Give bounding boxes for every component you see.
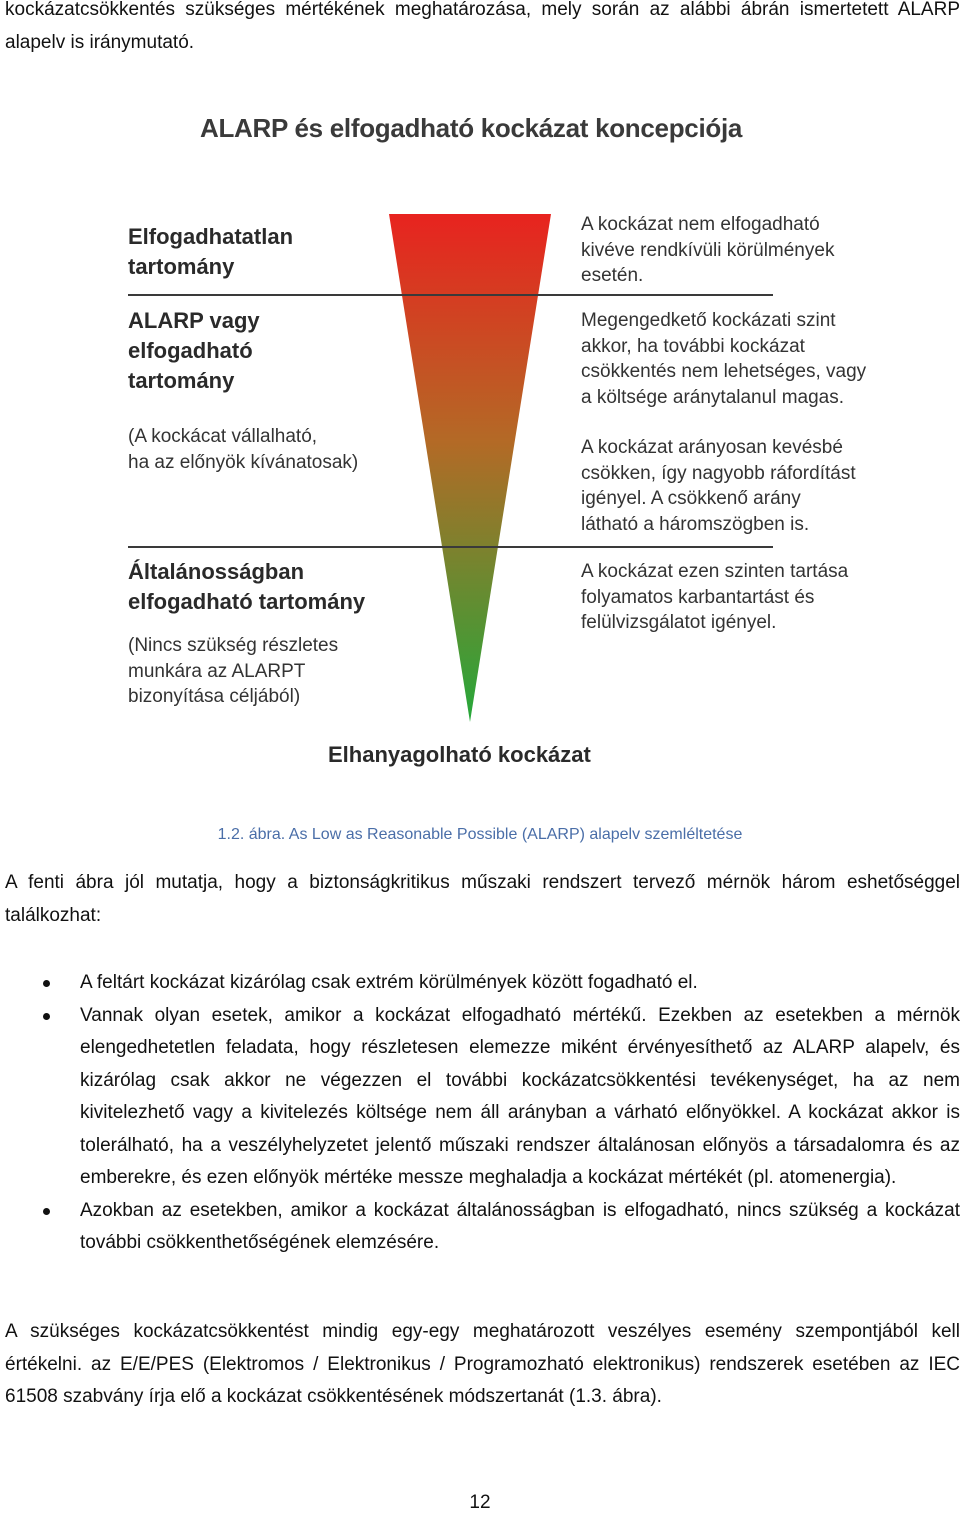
divider-line-upper xyxy=(128,294,773,296)
outcome-list xyxy=(0,967,960,1260)
figure-title: ALARP és elfogadható kockázat koncepciója xyxy=(200,113,743,143)
paragraph-three-outcomes: A fenti ábra jól mutatja, hogy a biztonságkritikus műszaki rendszert tervező mérnök három eshetőséggel találkozhat: xyxy=(5,872,960,926)
figure-caption: 1.2. ábra. As Low as Reasonable Possible (ALARP) alapelv szemléltetése xyxy=(217,826,743,843)
negligible-risk-label: Elhanyagolható kockázat xyxy=(328,742,591,767)
bullet-icon xyxy=(43,980,50,987)
list-item: Azokban az esetekben, amikor a kockázat általánosságban is elfogadható, nincs szükség a kockázat további csökkenthetőségének elemzésére. xyxy=(0,1195,960,1260)
page-number: 12 xyxy=(469,1492,491,1513)
list-item: Vannak olyan esetek, amikor a kockázat elfogadható mértékű. Ezekben az esetekben a mérnök elengedhetetlen feladata, hogy részletesen elemezze miként érvényesíthető az ALARP alapelv, és kizárólag csak akkor ne végezzen el további kockázatcsökkentési tevékenységet, ha az nem kivitelezhető vagy a kivitelezés költsége nem áll arányban a várható előnyökkel. A kockázat akkor is tolerálható, ha a veszélyhelyzetet jelentő műszaki rendszer általánosan előnyös a társadalomra és az emberekre, és ezen előnyök mértéke messze meghaladja a kockázat mértékét (pl. atomenergia). xyxy=(0,1000,960,1195)
divider-line-lower xyxy=(128,546,773,548)
triangle-shape xyxy=(389,214,551,722)
risk-triangle xyxy=(385,212,555,727)
list-item: A feltárt kockázat kizárólag csak extrém körülmények között fogadható el. xyxy=(0,967,960,1000)
intro-paragraph: kockázatcsökkentés szükséges mértékének meghatározása, mely során az alábbi ábrán ismertetett ALARP alapelv is iránymutató. xyxy=(5,0,960,53)
acceptable-region-heading: Általánosságban elfogadható tartomány xyxy=(128,559,366,614)
alarp-region-heading: ALARP vagy elfogadható tartomány xyxy=(128,308,260,393)
unacceptable-description: A kockázat nem elfogadható kivéve rendkívüli körülmények esetén. xyxy=(581,214,835,286)
acceptable-description: A kockázat ezen szinten tartása folyamatos karbantartást és felülvizsgálatot igényel. xyxy=(581,561,849,633)
bullet-icon xyxy=(43,1208,50,1215)
unacceptable-region-heading: Elfogadhatatlan tartomány xyxy=(128,224,294,279)
alarp-description-second: A kockázat arányosan kevésbé csökken, így nagyobb ráfordítást igényel. A csökkenő arány látható a háromszögben is. xyxy=(581,437,856,535)
bullet-icon xyxy=(43,1013,50,1020)
alarp-region-note: (A kockácat vállalható, ha az előnyök kívánatosak) xyxy=(128,426,359,473)
acceptable-region-note: (Nincs szükség részletes munkára az ALARPT bizonyítása céljából) xyxy=(128,635,339,707)
paragraph-iec-61508: A szükséges kockázatcsökkentést mindig egy-egy meghatározott veszélyes esemény szempontjából kell értékelni. az E/E/PES (Elektromos / Elektronikus / Programozható elektronikus) rendszerek esetében az IEC 61508 szabvány írja elő a kockázat csökkentésének módszertanát (1.3. ábra). xyxy=(5,1321,960,1407)
alarp-description-first: Megengedkető kockázati szint akkor, ha további kockázat csökkentés nem lehetséges, vagy a költsége aránytalanul magas. xyxy=(581,310,867,408)
